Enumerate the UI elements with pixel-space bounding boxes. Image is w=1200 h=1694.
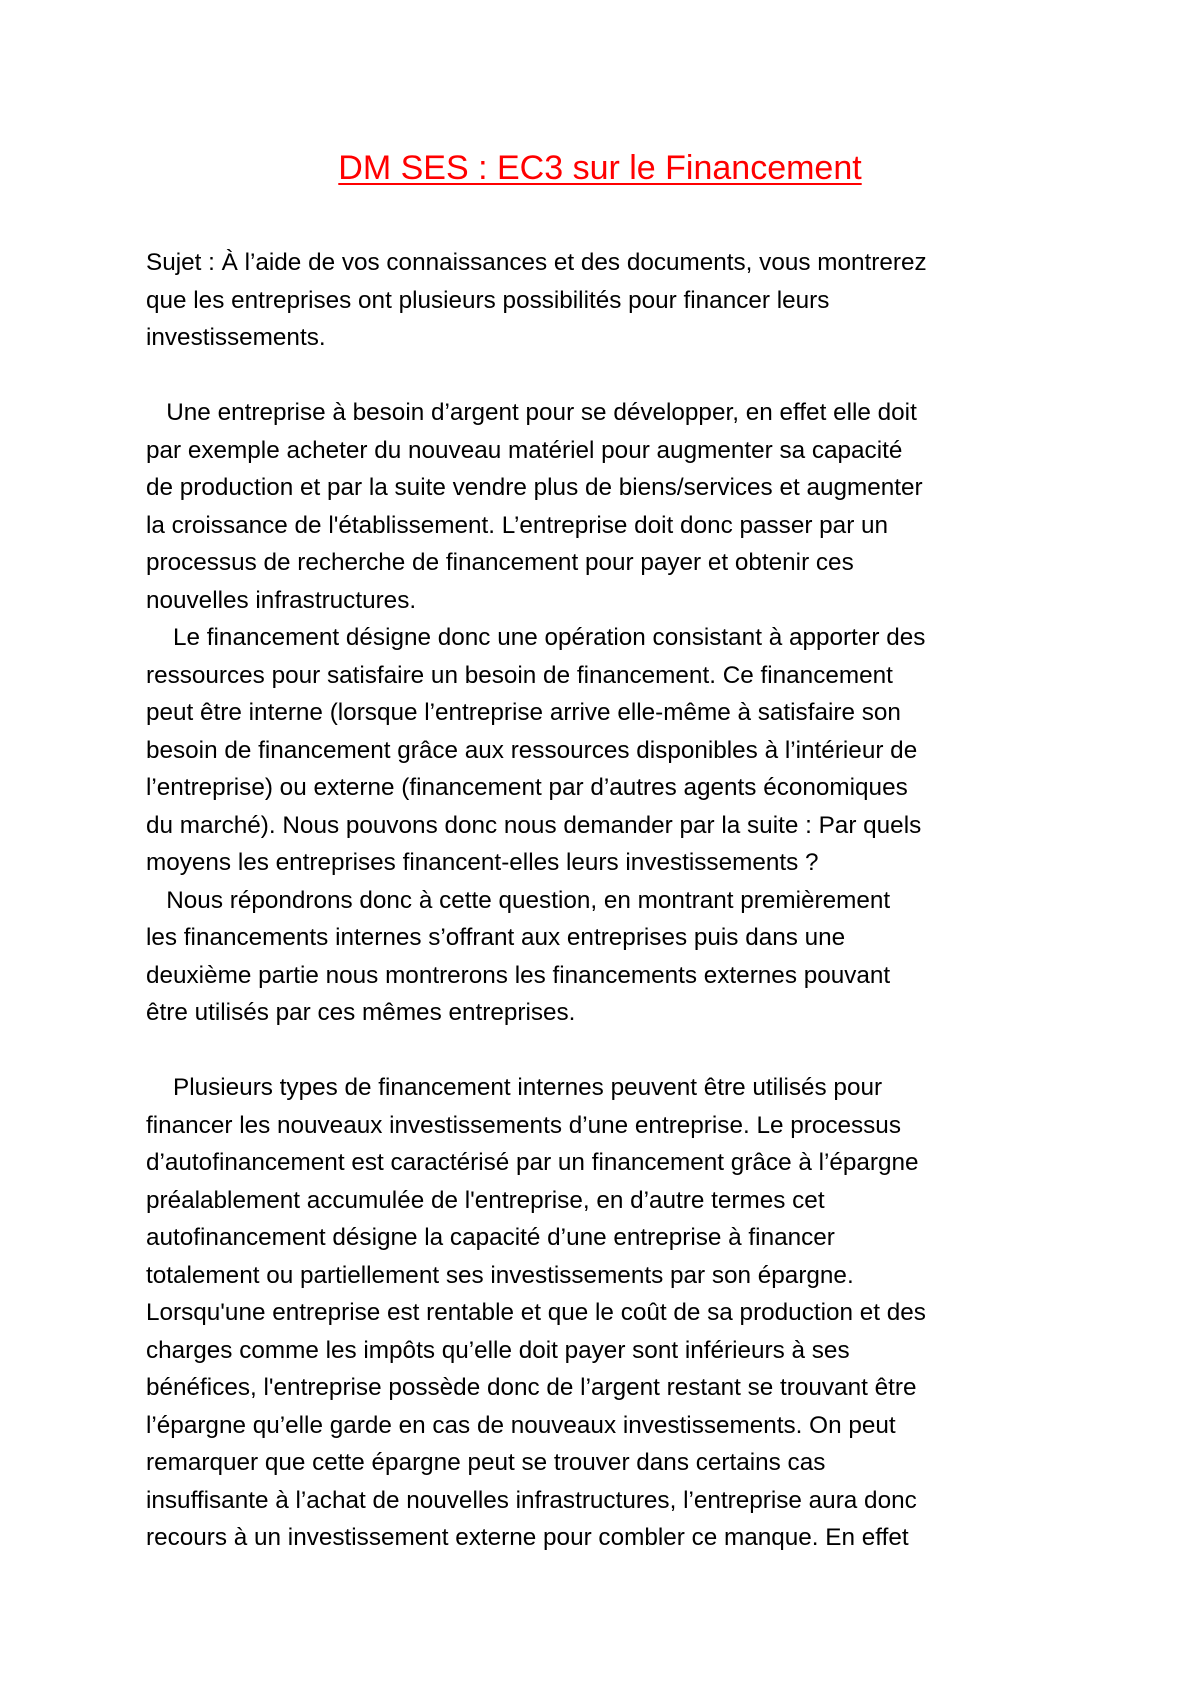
text-line: Une entreprise à besoin d’argent pour se développer, en effet elle doit bbox=[146, 399, 917, 426]
text-line: besoin de financement grâce aux ressources disponibles à l’intérieur de bbox=[146, 736, 918, 764]
text-line: être utilisés par ces mêmes entreprises. bbox=[146, 999, 576, 1026]
text-line: par exemple acheter du nouveau matériel pour augmenter sa capacité bbox=[146, 436, 903, 464]
text-line: préalablement accumulée de l'entreprise, en d’autre termes cet bbox=[146, 1186, 825, 1214]
subject-paragraph bbox=[146, 244, 1066, 357]
text-line: Le financement désigne donc une opération consistant à apporter des bbox=[146, 624, 926, 651]
document-title: DM SES : EC3 sur le Financement bbox=[338, 149, 862, 187]
text-line: remarquer que cette épargne peut se trouver dans certains cas bbox=[146, 1449, 826, 1476]
text-line: Plusieurs types de financement internes peuvent être utilisés pour bbox=[146, 1074, 883, 1101]
text-line: la croissance de l'établissement. L’entreprise doit donc passer par un bbox=[146, 511, 889, 539]
text-line: nouvelles infrastructures. bbox=[146, 586, 417, 614]
text-line: Sujet : À l’aide de vos connaissances et des documents, vous montrerez bbox=[146, 249, 927, 276]
text-line: de production et par la suite vendre plus de biens/services et augmenter bbox=[146, 474, 923, 501]
text-line: que les entreprises ont plusieurs possibilités pour financer leurs bbox=[146, 286, 830, 314]
text-line: totalement ou partiellement ses investissements par son épargne. bbox=[146, 1261, 854, 1289]
text-line: insuffisante à l’achat de nouvelles infrastructures, l’entreprise aura donc bbox=[146, 1486, 917, 1514]
text-line: investissements. bbox=[146, 324, 326, 351]
text-line: moyens les entreprises financent-elles leurs investissements ? bbox=[146, 849, 819, 876]
paragraph-gap bbox=[146, 1032, 1066, 1070]
part-1-paragraph bbox=[146, 1069, 1066, 1557]
text-line: du marché). Nous pouvons donc nous demander par la suite : Par quels bbox=[146, 811, 922, 839]
text-line: Lorsqu'une entreprise est rentable et que le coût de sa production et des bbox=[146, 1299, 926, 1326]
text-line: processus de recherche de financement pour payer et obtenir ces bbox=[146, 549, 854, 576]
intro-paragraph-3 bbox=[146, 882, 1066, 1032]
paragraph-gap bbox=[146, 357, 1066, 395]
text-line: autofinancement désigne la capacité d’une entreprise à financer bbox=[146, 1224, 835, 1251]
text-line: bénéfices, l'entreprise possède donc de l’argent restant se trouvant être bbox=[146, 1374, 917, 1401]
text-line: deuxième partie nous montrerons les financements externes pouvant bbox=[146, 961, 891, 989]
intro-paragraph-1 bbox=[146, 394, 1066, 619]
text-line: Nous répondrons donc à cette question, en montrant premièrement bbox=[146, 886, 891, 914]
text-line: d’autofinancement est caractérisé par un financement grâce à l’épargne bbox=[146, 1149, 919, 1176]
text-line: l’entreprise) ou externe (financement par d’autres agents économiques bbox=[146, 774, 908, 801]
text-line: peut être interne (lorsque l’entreprise arrive elle-même à satisfaire son bbox=[146, 699, 901, 726]
document-body bbox=[146, 244, 1066, 1557]
text-line: charges comme les impôts qu’elle doit payer sont inférieurs à ses bbox=[146, 1336, 850, 1364]
text-line: les financements internes s’offrant aux entreprises puis dans une bbox=[146, 924, 846, 951]
text-line: recours à un investissement externe pour combler ce manque. En effet bbox=[146, 1524, 909, 1551]
text-line: ressources pour satisfaire un besoin de financement. Ce financement bbox=[146, 661, 893, 689]
text-line: l’épargne qu’elle garde en cas de nouveaux investissements. On peut bbox=[146, 1411, 896, 1439]
text-line: financer les nouveaux investissements d’une entreprise. Le processus bbox=[146, 1111, 901, 1139]
intro-paragraph-2 bbox=[146, 619, 1066, 882]
